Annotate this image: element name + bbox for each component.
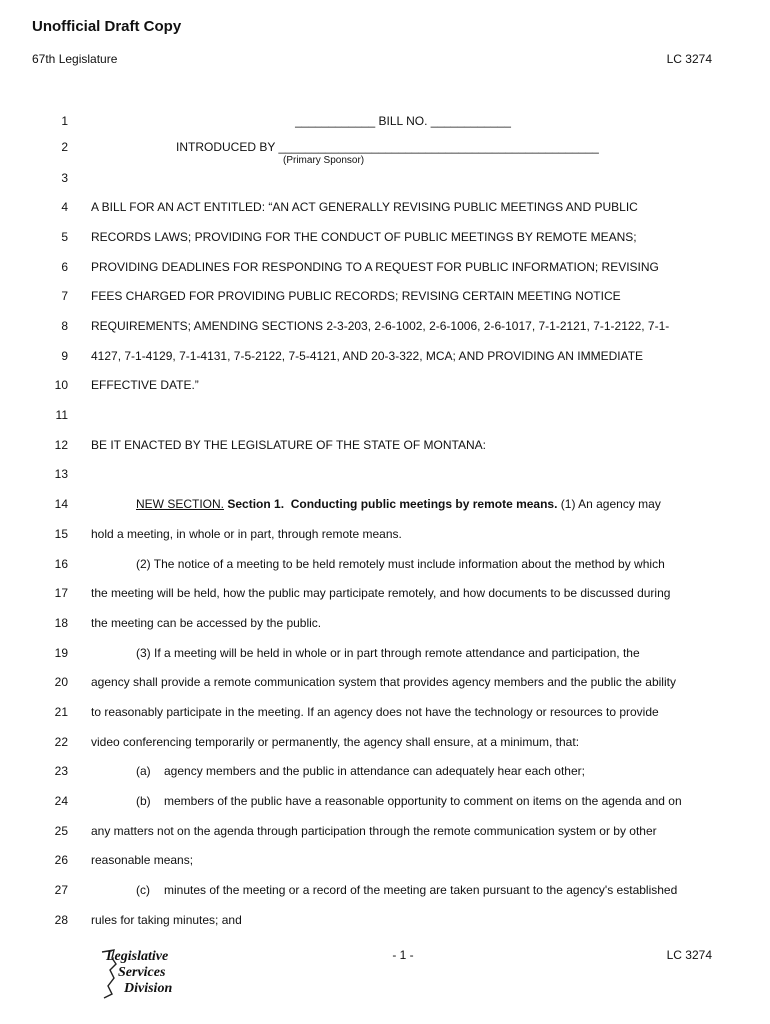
line-number: 9 xyxy=(61,349,68,363)
line-number: 27 xyxy=(54,883,68,897)
line-number: 23 xyxy=(54,764,68,778)
bill-number-line: ____________ BILL NO. ____________ xyxy=(295,114,511,128)
line-text: any matters not on the agenda through participation through the remote communication system or by other xyxy=(91,824,657,838)
line-number: 21 xyxy=(54,705,68,719)
line-number: 8 xyxy=(61,319,68,333)
bill-line-1 xyxy=(0,114,770,134)
line-text: agency shall provide a remote communication system that provides agency members and the public the ability xyxy=(91,675,676,689)
subsection-marker: (c) xyxy=(136,883,150,897)
line-text: RECORDS LAWS; PROVIDING FOR THE CONDUCT OF PUBLIC MEETINGS BY REMOTE MEANS; xyxy=(91,230,637,244)
line-number: 17 xyxy=(54,586,68,600)
line-number: 25 xyxy=(54,824,68,838)
line-number: 16 xyxy=(54,557,68,571)
bill-line-7 xyxy=(0,289,770,309)
draft-title: Unofficial Draft Copy xyxy=(32,18,182,35)
line-number: 3 xyxy=(61,171,68,185)
bill-line-22 xyxy=(0,735,770,755)
bill-line-19 xyxy=(0,646,770,666)
line-text: FEES CHARGED FOR PROVIDING PUBLIC RECORDS; REVISING CERTAIN MEETING NOTICE xyxy=(91,289,621,303)
bill-line-2 xyxy=(0,140,770,160)
line-text: rules for taking minutes; and xyxy=(91,913,242,927)
line-number: 7 xyxy=(61,289,68,303)
section-title: Conducting public meetings by remote means. xyxy=(290,497,558,511)
line-number: 22 xyxy=(54,735,68,749)
bill-line-26 xyxy=(0,853,770,873)
line-text: (3) If a meeting will be held in whole or in part through remote attendance and participation, the xyxy=(136,646,640,660)
logo-line-2: Services xyxy=(118,965,166,980)
line-number: 19 xyxy=(54,646,68,660)
bill-line-8 xyxy=(0,319,770,339)
line-number: 2 xyxy=(61,140,68,154)
legislature-label: 67th Legislature xyxy=(32,52,118,66)
lc-number-header: LC 3274 xyxy=(666,52,712,66)
bill-line-12 xyxy=(0,438,770,458)
line-text: 4127, 7-1-4129, 7-1-4131, 7-5-2122, 7-5-4121, AND 20-3-322, MCA; AND PROVIDING AN IMMEDIATE xyxy=(91,349,644,363)
line-text: hold a meeting, in whole or in part, through remote means. xyxy=(91,527,402,541)
line-number: 6 xyxy=(61,260,68,274)
bill-line-3 xyxy=(0,171,770,191)
line-text: reasonable means; xyxy=(91,853,194,867)
line-text: PROVIDING DEADLINES FOR RESPONDING TO A REQUEST FOR PUBLIC INFORMATION; REVISING xyxy=(91,260,659,274)
logo-line-3: Division xyxy=(124,981,173,996)
bill-line-11 xyxy=(0,408,770,428)
bill-line-16 xyxy=(0,557,770,577)
bill-line-15 xyxy=(0,527,770,547)
line-number: 13 xyxy=(54,467,68,481)
bill-line-27 xyxy=(0,883,770,903)
line-number: 14 xyxy=(54,497,68,511)
line-number: 18 xyxy=(54,616,68,630)
bill-line-6 xyxy=(0,260,770,280)
line-text: EFFECTIVE DATE.” xyxy=(91,378,199,392)
line-text: agency members and the public in attendance can adequately hear each other; xyxy=(164,764,585,778)
line-text: minutes of the meeting or a record of the meeting are taken pursuant to the agency's established xyxy=(164,883,678,897)
page-number: - 1 - xyxy=(392,948,414,962)
introduced-by-line: INTRODUCED BY ________________________________________________ xyxy=(176,140,599,154)
bill-line-13 xyxy=(0,467,770,487)
new-section-label: NEW SECTION. xyxy=(136,497,225,511)
line-text: (1) An agency may xyxy=(560,497,661,511)
line-number: 24 xyxy=(54,794,68,808)
bill-line-5 xyxy=(0,230,770,250)
bill-line-21 xyxy=(0,705,770,725)
lc-number-footer: LC 3274 xyxy=(666,948,712,962)
line-text: (2) The notice of a meeting to be held remotely must include information about the method by which xyxy=(136,557,665,571)
bill-line-9 xyxy=(0,349,770,369)
section-heading xyxy=(136,497,661,511)
line-number: 20 xyxy=(54,675,68,689)
line-text: to reasonably participate in the meeting. If an agency does not have the technology or resources to provide xyxy=(91,705,659,719)
bill-line-20 xyxy=(0,675,770,695)
line-text: the meeting can be accessed by the public. xyxy=(91,616,322,630)
bill-line-25 xyxy=(0,824,770,844)
bill-line-24 xyxy=(0,794,770,814)
bill-line-14 xyxy=(0,497,770,517)
line-text: the meeting will be held, how the public may participate remotely, and how documents to be discussed during xyxy=(91,586,671,600)
bill-line-4 xyxy=(0,200,770,220)
line-number: 5 xyxy=(61,230,68,244)
enacting-clause: BE IT ENACTED BY THE LEGISLATURE OF THE STATE OF MONTANA: xyxy=(91,438,486,452)
bill-line-18 xyxy=(0,616,770,636)
bill-line-28 xyxy=(0,913,770,933)
logo-line-1: Legislative xyxy=(106,949,169,964)
bill-line-10 xyxy=(0,378,770,398)
line-number: 10 xyxy=(54,378,68,392)
line-number: 26 xyxy=(54,853,68,867)
section-number: Section 1. xyxy=(227,497,285,511)
primary-sponsor-label: (Primary Sponsor) xyxy=(283,155,365,166)
line-number: 15 xyxy=(54,527,68,541)
subsection-marker: (b) xyxy=(136,794,151,808)
bill-line-23 xyxy=(0,764,770,784)
line-number: 28 xyxy=(54,913,68,927)
line-text: A BILL FOR AN ACT ENTITLED: “AN ACT GENERALLY REVISING PUBLIC MEETINGS AND PUBLIC xyxy=(91,200,638,214)
bill-line-17 xyxy=(0,586,770,606)
line-text: REQUIREMENTS; AMENDING SECTIONS 2-3-203, 2-6-1002, 2-6-1006, 2-6-1017, 7-1-2121, 7-1-2122, 7-1- xyxy=(91,319,670,333)
line-number: 4 xyxy=(61,200,68,214)
line-number: 11 xyxy=(55,408,68,422)
line-text: video conferencing temporarily or permanently, the agency shall ensure, at a minimum, that: xyxy=(91,735,580,749)
line-number: 1 xyxy=(61,114,68,128)
line-number: 12 xyxy=(54,438,68,452)
subsection-marker: (a) xyxy=(136,764,151,778)
line-text: members of the public have a reasonable opportunity to comment on items on the agenda and on xyxy=(164,794,682,808)
